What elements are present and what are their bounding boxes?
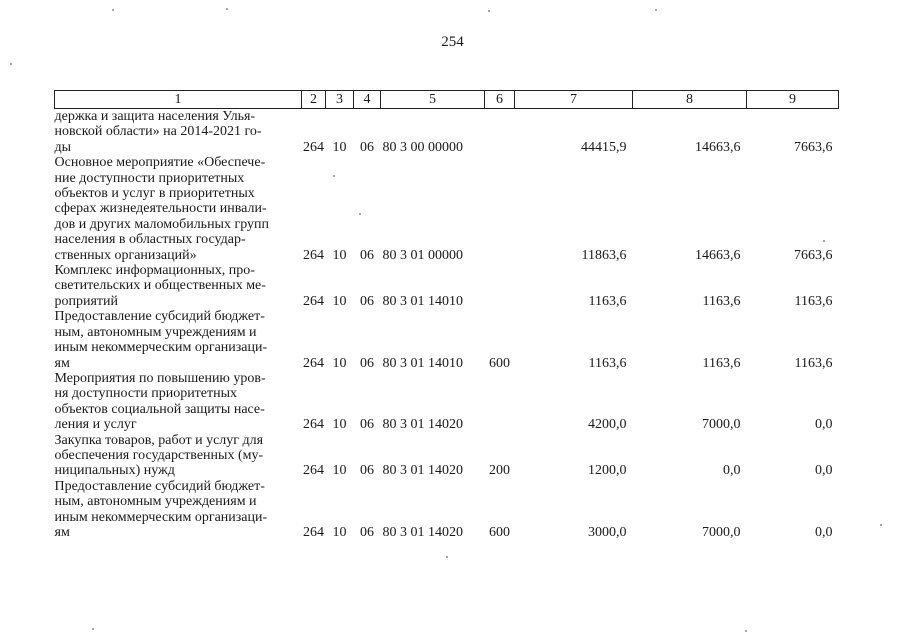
header-col-9: 9 bbox=[747, 91, 839, 109]
table-body bbox=[55, 109, 839, 541]
table-row bbox=[55, 155, 839, 263]
description-line: новской области» на 2014-2021 го- bbox=[54, 124, 262, 140]
cell-section: 10 bbox=[332, 524, 347, 540]
table-header bbox=[55, 91, 839, 109]
cell-subsection: 06 bbox=[360, 524, 374, 540]
header-row bbox=[55, 91, 839, 109]
cell-expense-type bbox=[485, 155, 515, 263]
cell-amount-col9: 0,0 bbox=[815, 524, 833, 540]
description-line: ным, автономным учреждениям и bbox=[54, 494, 257, 510]
cell-amount-col7: 11863,6 bbox=[581, 247, 627, 263]
cell-amount-col9: 0,0 bbox=[815, 463, 833, 479]
cell-ministry: 264 bbox=[303, 293, 324, 309]
cell-amount-col7: 1200,0 bbox=[588, 463, 627, 479]
cell-ministry: 264 bbox=[303, 355, 324, 371]
table-row bbox=[55, 309, 839, 371]
description-line: Предоставление субсидий бюджет- bbox=[54, 309, 265, 325]
table-row bbox=[55, 433, 839, 479]
cell-amount-col7: 4200,0 bbox=[588, 417, 627, 433]
cell-section: 10 bbox=[332, 139, 347, 155]
cell-amount-col9: 7663,6 bbox=[794, 247, 833, 263]
header-col-8: 8 bbox=[633, 91, 747, 109]
scan-speck bbox=[446, 556, 448, 558]
scan-speck bbox=[333, 175, 335, 177]
cell-expense-type bbox=[485, 263, 515, 309]
description-line: Мероприятия по повышению уров- bbox=[54, 370, 266, 386]
cell-subsection: 06 bbox=[360, 463, 374, 479]
table-row bbox=[55, 371, 839, 433]
cell-subsection: 06 bbox=[360, 355, 374, 371]
cell-subsection: 06 bbox=[360, 293, 374, 309]
page-number: 254 bbox=[441, 34, 464, 50]
description-line: Комплекс информационных, про- bbox=[54, 263, 255, 279]
description-line: Закупка товаров, работ и услуг для bbox=[54, 432, 264, 448]
cell-amount-col9: 0,0 bbox=[815, 417, 833, 433]
cell-target-article: 80 3 00 00000 bbox=[382, 139, 463, 155]
cell-amount-col8: 1163,6 bbox=[702, 355, 741, 371]
cell-section: 10 bbox=[332, 463, 347, 479]
row-description bbox=[55, 263, 302, 309]
cell-expense-type bbox=[485, 371, 515, 433]
cell-amount-col9: 1163,6 bbox=[794, 293, 833, 309]
cell-amount-col9: 7663,6 bbox=[794, 139, 833, 155]
cell-section: 10 bbox=[332, 293, 347, 309]
cell-ministry: 264 bbox=[303, 463, 324, 479]
header-col-3: 3 bbox=[326, 91, 354, 109]
description-line: ды bbox=[54, 139, 72, 155]
description-line: Предоставление субсидий бюджет- bbox=[54, 478, 265, 494]
cell-ministry: 264 bbox=[303, 139, 324, 155]
description-line: ям bbox=[54, 355, 70, 371]
cell-target-article: 80 3 01 14020 bbox=[382, 463, 463, 479]
row-description bbox=[55, 155, 302, 263]
description-line: ня доступности приоритетных bbox=[54, 386, 238, 402]
cell-expense-type: 200 bbox=[489, 463, 510, 479]
cell-target-article: 80 3 01 14010 bbox=[382, 293, 463, 309]
scan-speck bbox=[112, 9, 114, 11]
row-description bbox=[55, 371, 302, 433]
cell-subsection: 06 bbox=[360, 247, 374, 263]
scan-speck bbox=[488, 10, 490, 12]
table-row bbox=[55, 479, 839, 541]
description-line: ным, автономным учреждениям и bbox=[54, 324, 257, 340]
cell-expense-type: 600 bbox=[489, 524, 510, 540]
cell-subsection: 06 bbox=[360, 417, 374, 433]
header-col-2: 2 bbox=[302, 91, 326, 109]
header-col-6: 6 bbox=[485, 91, 515, 109]
cell-target-article: 80 3 01 14010 bbox=[382, 355, 463, 371]
cell-amount-col8: 14663,6 bbox=[695, 247, 741, 263]
description-line: ления и услуг bbox=[54, 417, 137, 433]
description-line: Основное мероприятие «Обеспече- bbox=[54, 155, 266, 171]
row-description bbox=[55, 479, 302, 541]
scan-speck bbox=[745, 630, 747, 632]
scan-speck bbox=[92, 628, 94, 630]
row-description bbox=[55, 433, 302, 479]
description-line: держка и защита населения Улья- bbox=[54, 109, 256, 124]
cell-target-article: 80 3 01 00000 bbox=[382, 247, 463, 263]
description-line: ям bbox=[54, 524, 70, 540]
cell-section: 10 bbox=[332, 417, 347, 433]
cell-amount-col9: 1163,6 bbox=[794, 355, 833, 371]
cell-section: 10 bbox=[332, 355, 347, 371]
cell-amount-col7: 44415,9 bbox=[581, 139, 627, 155]
cell-ministry: 264 bbox=[303, 417, 324, 433]
cell-expense-type bbox=[485, 109, 515, 156]
cell-target-article: 80 3 01 14020 bbox=[382, 417, 463, 433]
row-description bbox=[55, 309, 302, 371]
description-line: ственных организаций» bbox=[54, 247, 197, 263]
cell-amount-col8: 1163,6 bbox=[702, 293, 741, 309]
cell-amount-col8: 7000,0 bbox=[702, 417, 741, 433]
cell-ministry: 264 bbox=[303, 524, 324, 540]
description-line: светительских и общественных ме- bbox=[54, 278, 266, 294]
row-description bbox=[55, 109, 302, 156]
scan-speck bbox=[359, 213, 361, 215]
description-line: сферах жизнедеятельности инвали- bbox=[54, 201, 267, 217]
scan-speck bbox=[823, 240, 825, 242]
header-col-1: 1 bbox=[55, 91, 302, 109]
description-line: ние доступности приоритетных bbox=[54, 170, 245, 186]
description-line: иным некоммерческим организаци- bbox=[54, 509, 268, 525]
description-line: населения в областных государ- bbox=[54, 232, 246, 248]
description-line: дов и других маломобильных групп bbox=[54, 216, 270, 232]
cell-section: 10 bbox=[332, 247, 347, 263]
header-col-5: 5 bbox=[381, 91, 485, 109]
header-col-4: 4 bbox=[354, 91, 381, 109]
budget-table bbox=[54, 90, 839, 540]
cell-expense-type: 600 bbox=[489, 355, 510, 371]
scan-speck bbox=[226, 8, 228, 10]
scan-speck bbox=[655, 9, 657, 11]
cell-amount-col7: 1163,6 bbox=[588, 355, 627, 371]
description-line: иным некоммерческим организаци- bbox=[54, 340, 268, 356]
table-row bbox=[55, 109, 839, 156]
description-line: объектов социальной защиты насе- bbox=[54, 401, 265, 417]
description-line: объектов и услуг в приоритетных bbox=[54, 186, 255, 202]
cell-ministry: 264 bbox=[303, 247, 324, 263]
cell-amount-col8: 14663,6 bbox=[695, 139, 741, 155]
scan-speck bbox=[880, 524, 882, 526]
cell-amount-col8: 0,0 bbox=[723, 463, 741, 479]
table-row bbox=[55, 263, 839, 309]
scan-speck bbox=[10, 63, 12, 65]
cell-amount-col7: 1163,6 bbox=[588, 293, 627, 309]
description-line: роприятий bbox=[54, 293, 119, 309]
header-col-7: 7 bbox=[515, 91, 633, 109]
cell-amount-col8: 7000,0 bbox=[702, 524, 741, 540]
description-line: обеспечения государственных (му- bbox=[54, 447, 264, 463]
description-line: ниципальных) нужд bbox=[54, 463, 175, 479]
cell-target-article: 80 3 01 14020 bbox=[382, 524, 463, 540]
cell-amount-col7: 3000,0 bbox=[588, 524, 627, 540]
cell-subsection: 06 bbox=[360, 139, 374, 155]
